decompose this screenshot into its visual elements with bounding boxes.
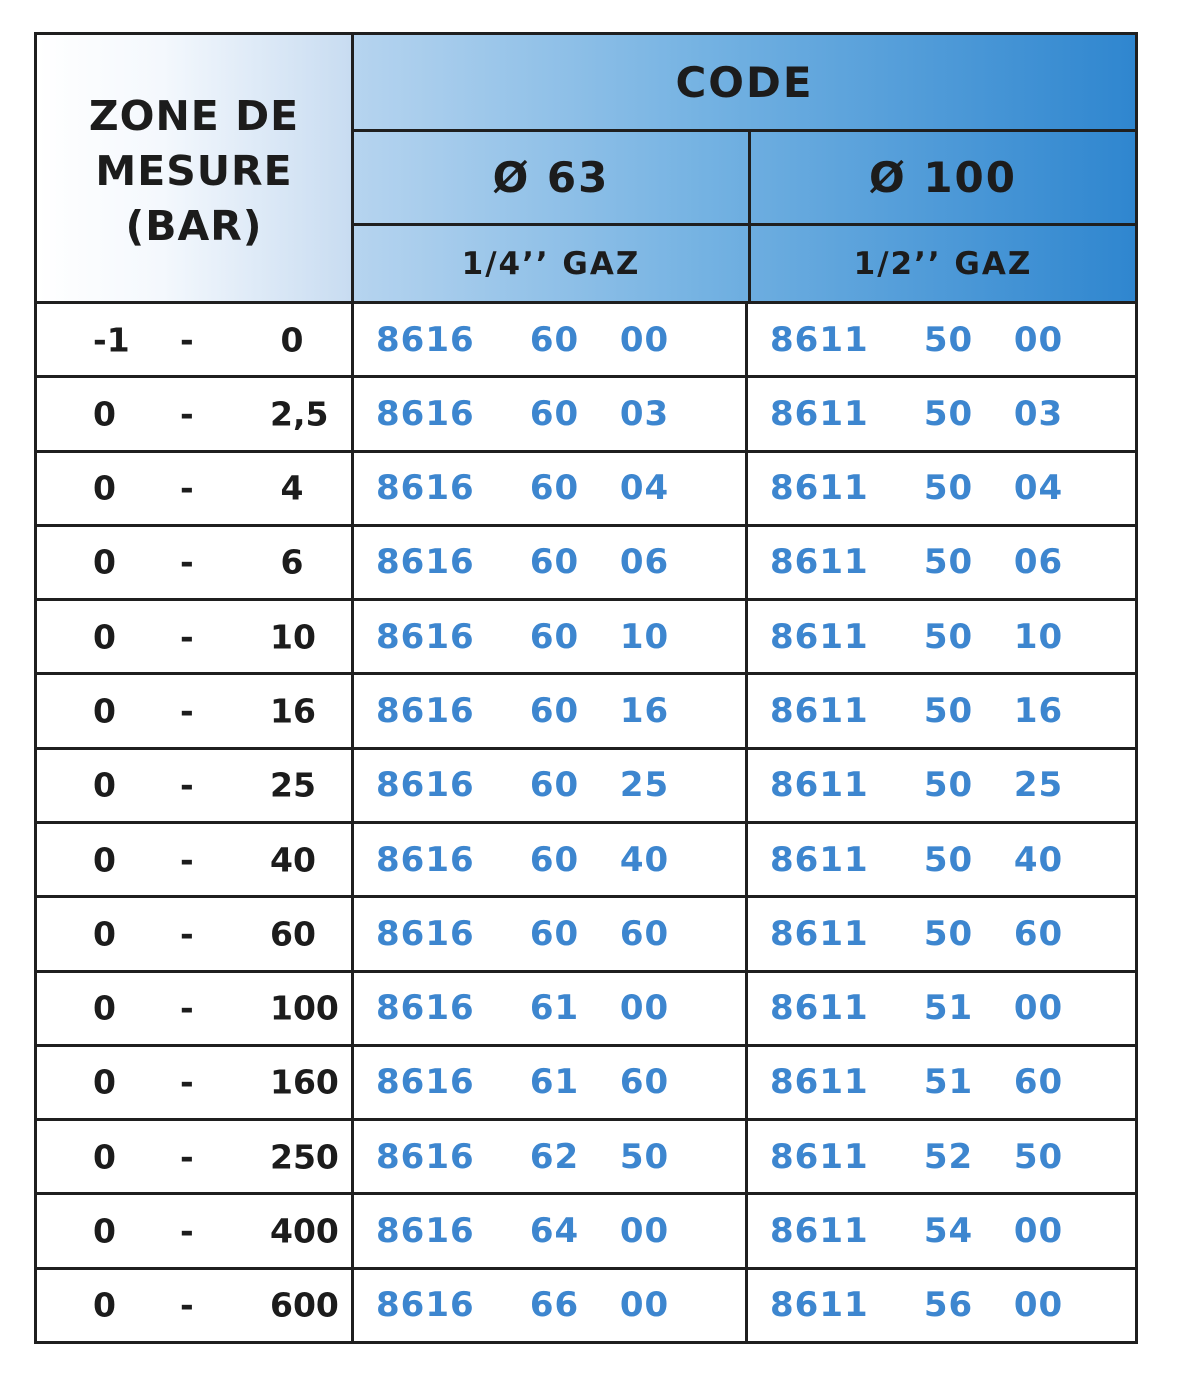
code-part-3: 40	[1013, 839, 1064, 880]
code-part-1: 8616	[376, 691, 475, 732]
range-to: 100	[270, 988, 339, 1028]
diameter-100-header: Ø 100	[748, 129, 1135, 223]
range-from: 0	[93, 914, 116, 954]
code-63-cell	[351, 1192, 745, 1266]
range-dash: -	[180, 1285, 194, 1325]
code-part-2: 60	[529, 616, 580, 657]
code-100-cell	[745, 747, 1135, 821]
code-100-cell	[745, 970, 1135, 1044]
code-part-3: 00	[619, 319, 670, 360]
range-to: 4	[280, 468, 304, 508]
range-dash: -	[180, 542, 194, 582]
code-63-cell	[351, 598, 745, 672]
code-63-cell	[351, 895, 745, 969]
code-part-2: 61	[529, 1062, 580, 1103]
code-part-2: 50	[923, 913, 974, 954]
code-part-1: 8616	[376, 319, 475, 360]
code-part-1: 8611	[770, 765, 869, 806]
range-dash: -	[180, 840, 194, 880]
code-part-2: 64	[529, 1211, 580, 1252]
code-100-cell	[745, 1267, 1135, 1341]
code-part-3: 16	[1013, 691, 1064, 732]
code-table	[34, 32, 1138, 1344]
code-part-3: 06	[1013, 542, 1064, 583]
zone-header-line3: (BAR)	[125, 201, 263, 250]
range-cell	[37, 375, 351, 449]
code-part-3: 04	[619, 468, 670, 509]
code-100-cell	[745, 301, 1135, 375]
code-part-3: 60	[619, 913, 670, 954]
code-part-3: 50	[619, 1136, 670, 1177]
zone-header	[37, 35, 351, 301]
range-dash: -	[180, 691, 194, 731]
code-63-cell	[351, 301, 745, 375]
code-part-3: 03	[619, 393, 670, 434]
code-63-cell	[351, 450, 745, 524]
range-to: 16	[270, 691, 316, 731]
code-part-1: 8616	[376, 765, 475, 806]
range-from: 0	[93, 1285, 116, 1325]
code-100-cell	[745, 895, 1135, 969]
code-part-2: 50	[923, 765, 974, 806]
code-part-3: 10	[1013, 616, 1064, 657]
code-part-2: 51	[923, 1062, 974, 1103]
code-part-2: 60	[529, 542, 580, 583]
code-part-1: 8611	[770, 1211, 869, 1252]
code-part-1: 8611	[770, 839, 869, 880]
code-63-cell	[351, 1044, 745, 1118]
range-dash: -	[180, 914, 194, 954]
code-part-1: 8611	[770, 913, 869, 954]
range-dash: -	[180, 320, 194, 360]
code-part-1: 8616	[376, 839, 475, 880]
code-part-3: 60	[1013, 1062, 1064, 1103]
code-100-cell	[745, 524, 1135, 598]
range-from: 0	[93, 840, 116, 880]
range-to: 10	[270, 617, 316, 657]
code-part-2: 60	[529, 691, 580, 732]
code-part-2: 52	[923, 1136, 974, 1177]
code-part-3: 25	[619, 765, 670, 806]
code-part-1: 8616	[376, 542, 475, 583]
code-63-cell	[351, 1267, 745, 1341]
range-to: 2,5	[270, 394, 329, 434]
code-part-3: 00	[619, 1285, 670, 1326]
code-100-cell	[745, 1192, 1135, 1266]
range-from: 0	[93, 691, 116, 731]
code-part-1: 8616	[376, 1285, 475, 1326]
code-part-3: 00	[619, 988, 670, 1029]
code-100-cell	[745, 1044, 1135, 1118]
code-part-2: 50	[923, 691, 974, 732]
range-to: 0	[280, 320, 304, 360]
code-63-cell	[351, 747, 745, 821]
code-63-cell	[351, 524, 745, 598]
code-part-3: 50	[1013, 1136, 1064, 1177]
range-cell	[37, 672, 351, 746]
range-dash: -	[180, 394, 194, 434]
range-cell	[37, 1118, 351, 1192]
thread-quarter-header: 1/4’’ GAZ	[354, 223, 748, 301]
code-part-3: 60	[1013, 913, 1064, 954]
code-part-1: 8616	[376, 1136, 475, 1177]
code-63-cell	[351, 1118, 745, 1192]
code-part-1: 8616	[376, 1211, 475, 1252]
code-part-1: 8611	[770, 319, 869, 360]
range-from: 0	[93, 617, 116, 657]
code-part-1: 8611	[770, 616, 869, 657]
range-from: 0	[93, 1137, 116, 1177]
code-part-3: 10	[619, 616, 670, 657]
code-100-cell	[745, 672, 1135, 746]
range-to: 160	[270, 1062, 339, 1102]
code-part-2: 66	[529, 1285, 580, 1326]
code-part-3: 40	[619, 839, 670, 880]
range-dash: -	[180, 1211, 194, 1251]
zone-header-line1: ZONE DE	[88, 91, 300, 140]
code-part-2: 50	[923, 616, 974, 657]
code-part-1: 8611	[770, 1136, 869, 1177]
range-cell	[37, 1267, 351, 1341]
code-part-2: 56	[923, 1285, 974, 1326]
code-part-3: 00	[1013, 988, 1064, 1029]
code-63-cell	[351, 375, 745, 449]
range-dash: -	[180, 1062, 194, 1102]
code-part-2: 61	[529, 988, 580, 1029]
code-part-2: 60	[529, 913, 580, 954]
code-part-3: 06	[619, 542, 670, 583]
code-part-1: 8611	[770, 1062, 869, 1103]
range-from: 0	[93, 1211, 116, 1251]
code-part-2: 60	[529, 393, 580, 434]
code-100-cell	[745, 1118, 1135, 1192]
range-dash: -	[180, 988, 194, 1028]
code-part-3: 04	[1013, 468, 1064, 509]
code-part-1: 8611	[770, 988, 869, 1029]
code-part-1: 8616	[376, 468, 475, 509]
range-cell	[37, 895, 351, 969]
code-part-2: 60	[529, 765, 580, 806]
code-part-2: 60	[529, 319, 580, 360]
code-part-1: 8616	[376, 988, 475, 1029]
range-dash: -	[180, 1137, 194, 1177]
code-part-1: 8616	[376, 913, 475, 954]
code-part-1: 8611	[770, 468, 869, 509]
code-part-1: 8616	[376, 616, 475, 657]
code-part-2: 54	[923, 1211, 974, 1252]
range-to: 6	[280, 542, 304, 582]
range-from: 0	[93, 542, 116, 582]
code-part-3: 00	[1013, 1211, 1064, 1252]
range-to: 600	[270, 1285, 339, 1325]
code-part-3: 25	[1013, 765, 1064, 806]
code-63-cell	[351, 970, 745, 1044]
code-63-cell	[351, 821, 745, 895]
range-dash: -	[180, 468, 194, 508]
range-to: 25	[270, 765, 316, 805]
code-part-1: 8616	[376, 1062, 475, 1103]
code-part-1: 8611	[770, 1285, 869, 1326]
code-part-2: 51	[923, 988, 974, 1029]
range-cell	[37, 450, 351, 524]
thread-half-header: 1/2’’ GAZ	[748, 223, 1135, 301]
code-100-cell	[745, 450, 1135, 524]
range-dash: -	[180, 765, 194, 805]
code-part-2: 50	[923, 542, 974, 583]
code-63-cell	[351, 672, 745, 746]
code-part-3: 16	[619, 691, 670, 732]
code-100-cell	[745, 375, 1135, 449]
range-to: 60	[270, 914, 316, 954]
code-part-3: 00	[1013, 1285, 1064, 1326]
range-cell	[37, 970, 351, 1044]
range-from: 0	[93, 468, 116, 508]
range-dash: -	[180, 617, 194, 657]
code-part-2: 62	[529, 1136, 580, 1177]
range-to: 400	[270, 1211, 339, 1251]
code-part-3: 03	[1013, 393, 1064, 434]
code-header-block	[351, 35, 1135, 301]
range-from: 0	[93, 988, 116, 1028]
code-part-1: 8616	[376, 393, 475, 434]
code-100-cell	[745, 598, 1135, 672]
range-from: 0	[93, 765, 116, 805]
code-part-2: 50	[923, 468, 974, 509]
range-to: 250	[270, 1137, 339, 1177]
range-cell	[37, 301, 351, 375]
code-part-2: 60	[529, 839, 580, 880]
range-cell	[37, 1192, 351, 1266]
range-from: 0	[93, 394, 116, 434]
code-part-3: 60	[619, 1062, 670, 1103]
code-part-1: 8611	[770, 691, 869, 732]
code-part-3: 00	[619, 1211, 670, 1252]
code-part-1: 8611	[770, 393, 869, 434]
code-100-cell	[745, 821, 1135, 895]
range-cell	[37, 524, 351, 598]
range-cell	[37, 598, 351, 672]
range-from: -1	[93, 320, 130, 360]
code-part-2: 50	[923, 319, 974, 360]
diameter-63-header: Ø 63	[354, 129, 748, 223]
code-part-1: 8611	[770, 542, 869, 583]
code-part-3: 00	[1013, 319, 1064, 360]
zone-header-line2: MESURE	[95, 146, 293, 195]
range-to: 40	[270, 840, 316, 880]
range-cell	[37, 747, 351, 821]
code-part-2: 50	[923, 839, 974, 880]
range-cell	[37, 821, 351, 895]
code-part-2: 60	[529, 468, 580, 509]
range-cell	[37, 1044, 351, 1118]
range-from: 0	[93, 1062, 116, 1102]
code-part-2: 50	[923, 393, 974, 434]
code-header: CODE	[675, 57, 814, 107]
